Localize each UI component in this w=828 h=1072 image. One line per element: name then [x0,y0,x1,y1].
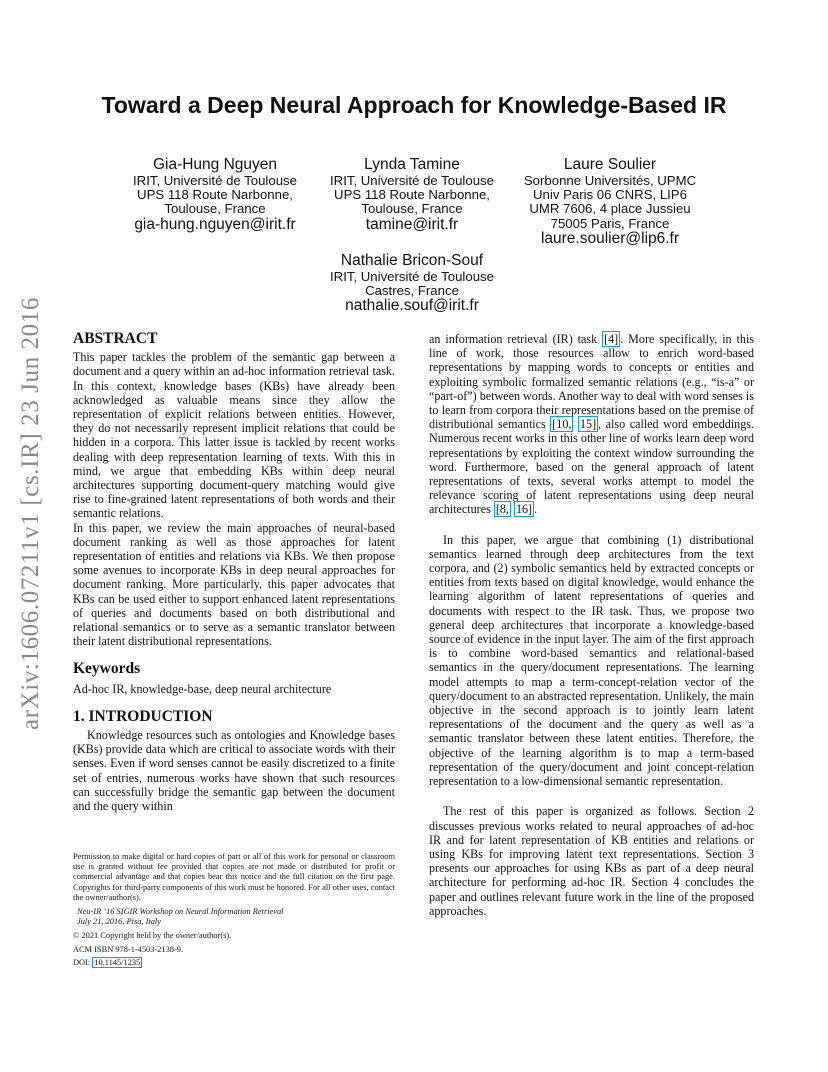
body-text: an information retrieval (IR) task [429,332,603,346]
introduction-paragraph: Knowledge resources such as ontologies and Knowledge bases (KBs) provide data which are critical to associate words with their senses. Even if word senses cannot be easily discretized to a finite set of entries, numerous works have shown that such resources can successfully bridge the semantic gap between the document and the query within [73,728,395,814]
author-affiliation: UMR 7606, 4 place Jussieu [529,201,691,217]
author-affiliation: IRIT, Université de Toulouse [330,269,494,284]
arxiv-identifier: arXiv:1606.07211v1 [cs.IR] 23 Jun 2016 [17,297,44,730]
keywords-heading: Keywords [73,660,141,678]
introduction-heading: 1. INTRODUCTION [73,707,213,725]
isbn-line: ACM ISBN 978-1-4503-2138-9. [73,944,184,954]
abstract-heading: ABSTRACT [73,330,158,347]
author-name: Lynda Tamine [364,156,460,173]
doi-label: DOI: [73,957,93,967]
permission-notice: Permission to make digital or hard copies of part or all of this work for personal or classroom use is granted without fee provided that copies are not made or distributed for profit or commercial advantage and that copies bear this notice and the full citation on the first page. Copyrights for third-party components of this work must be honored. For all other uses, contact the owner/author(s). [73,852,395,902]
citation-link[interactable]: [4] [604,332,619,346]
author-name: Laure Soulier [563,156,657,173]
citation-link[interactable]: [8, [495,502,509,517]
venue-line: Neu-IR ’16 SIGIR Workshop on Neural Information Retrieval [77,907,284,917]
author-email[interactable]: laure.soulier@lip6.fr [540,229,680,247]
author-affiliation: Toulouse, France [164,201,266,217]
keywords-text: Ad-hoc IR, knowledge-base, deep neural architecture [73,681,332,696]
body-paragraph: The rest of this paper is organized as follows. Section 2 discusses previous works related to neural approaches of ad-hoc IR and for latent representation of KB entities and relations or using KBs for improving latent text representations. Section 3 presents our approaches for using KBs as part of a deep neural architecture for performing ad-hoc IR. Section 4 concludes the paper and outlines relevant future work in the line of the proposed approaches. [429,804,754,918]
copyright-line: © 2021 Copyright held by the owner/author(s). [73,931,232,941]
paper-title: Toward a Deep Neural Approach for Knowledge-Based IR [101,92,727,118]
author-block [312,252,512,314]
body-paragraph [429,332,754,517]
author-affiliation: Toulouse, France [361,201,463,217]
author-block [115,156,315,233]
author-email[interactable]: tamine@irit.fr [365,215,459,233]
copyright-footnote [73,852,395,968]
doi-line [73,958,395,968]
author-affiliation: Sorbonne Universités, UPMC [523,173,697,188]
author-affiliation: 75005 Paris, France [550,215,670,231]
author-affiliation: Castres, France [365,283,459,299]
author-email[interactable]: nathalie.souf@irit.fr [345,297,479,315]
citation-link[interactable]: [10, [552,417,572,432]
author-affiliation: Univ Paris 06 CNRS, LIP6 [533,187,687,203]
body-text: , also called word embeddings. Numerous recent works in this other line of works learn deep word representations by exploiting the context window surrounding the word. Furthermore, based on the general approach of latent representations of texts, several works attempt to model the relevance scoring of latent representations using deep neural architectures [429,417,754,517]
citation-link[interactable]: 15] [579,417,597,432]
author-affiliation: UPS 118 Route Narbonne, [137,187,293,203]
body-text: . More specifically, in this line of work, those resources allow to enrich word-based representations by mapping words to concepts or entities and exploiting symbolic formalized semantic relations (e.g., “is-a” or “part-of”) between words. Another way to deal with word senses is to learn from corpora their representations based on the premise of distributional semantics [429,332,755,432]
body-paragraph: In this paper, we argue that combining (1) distributional semantics learned through deep architectures from the text corpora, and (2) symbolic semantics held by extracted concepts or entities from texts based on digital knowledge, would enhance the learning algorithm of latent representations of queries and documents with respect to the IR task. Thus, we propose two general deep architectures that incorporate a knowledge-based source of evidence in the input layer. The aim of the first approach is to combine word-based semantics and relational-based semantics in the query/document representations. The learning model attempts to map a term-concept-relation vector of the query/document to an abstracted representation. Unlikely, the main objective in the second approach is to jointly learn latent representations of the document and the query as well as a semantic translator between these latent entities. Therefore, the objective of the learning algorithm is to map a term-based representation of the query/document and joint concept-relation representation to a low-dimensional semantic representation. [429,532,754,789]
right-column [429,332,754,918]
author-name: Nathalie Bricon-Souf [340,252,484,269]
author-affiliation: IRIT, Université de Toulouse [133,173,297,188]
author-block [510,156,710,247]
body-text: . [534,502,538,517]
date-line: July 21, 2016, Pisa, Italy [77,917,161,927]
abstract-paragraph: In this paper, we review the main approaches of neural-based document ranking as well as those approaches for latent representation of entities and relations via KBs. We then propose some avenues to incorporate KBs in deep neural approaches for document ranking. More particularly, this paper advocates that KBs can be used either to support enhanced latent representations of queries and documents based on both distributional and relational semantics or to serve as a semantic translator between their latent distributional representations. [73,520,395,649]
doi-link[interactable]: 10.1145/1235 [94,957,141,967]
author-affiliation: UPS 118 Route Narbonne, [334,187,490,203]
left-column [73,332,395,813]
author-affiliation: IRIT, Université de Toulouse [330,173,494,188]
citation-link[interactable]: 16] [515,502,533,517]
author-block [312,156,512,233]
author-name: Gia-Hung Nguyen [152,156,278,173]
abstract-paragraph: This paper tackles the problem of the semantic gap between a document and a query within an ad-hoc information retrieval task. In this context, knowledge bases (KBs) have already been acknowledged as valuable means since they allow the representation of explicit relations between entities. However, they do not necessarily represent implicit relations that could be hidden in a corpora. This latter issue is tackled by recent works dealing with deep representation learning of texts. With this in mind, we argue that embedding KBs within deep neural architectures supporting document-query matching would give rise to fine-grained latent representations of both words and their semantic relations. [73,350,395,521]
author-email[interactable]: gia-hung.nguyen@irit.fr [134,215,296,233]
